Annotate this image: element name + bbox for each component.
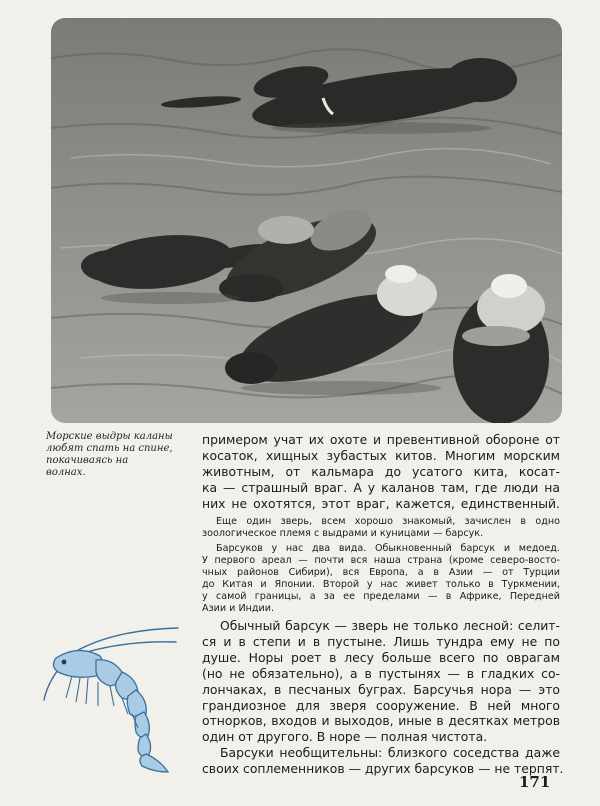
shrimp-illustration [38,620,198,780]
text-line: них не охотятся, этот враг, кажется, единственный. [202,496,560,511]
text-line: Еще один зверь, всем хорошо знакомый, зачислен в одно [216,516,560,527]
page-number: 171 [519,773,551,791]
text-line: Обычный барсук — зверь не только лесной: селит- [220,618,560,633]
main-paragraph [202,432,560,512]
text-line: один от другого. В норе — полная чистота. [202,729,488,745]
text-line: Барсуки необщительны: близкого соседства даже [220,745,560,761]
text-line: животным, от кальмара до усатого кита, косат- [202,464,560,479]
text-line: душе. Норы роет в лесу больше всего по оврагам [202,649,560,665]
text-line: Барсуков у нас два вида. Обыкновенный барсук и медоед. [216,543,560,554]
caption-line: волнах. [46,467,86,478]
badger-small-print [202,516,560,615]
photo-caption [46,431,198,479]
caption-line: любят спать на спине, [46,443,173,454]
text-line: ка — страшный враг. А у каланов там, где люди на [202,480,560,495]
text-line: зоологическое племя с выдрами и куницами — барсук. [202,528,484,539]
text-line: лончаках, в песчаных буграх. Барсучья нора — это [202,681,560,697]
caption-line: покачиваясь на [46,455,129,466]
sea-otters-photo-image [51,18,562,423]
text-line: отнорков, входов и выходов, иные в десятках метров [202,713,560,729]
caption-line: Морские выдры каланы [46,431,173,442]
text-line: до Китая и Японии. Второй у нас живет только в Туркмении, [202,579,560,590]
text-line: чных районов Сибири), вся Европа, а в Азии — от Турции [202,567,560,578]
text-line: примером учат их охоте и превентивной обороне от [202,432,560,447]
text-line: У первого ареал — почти вся наша страна (кроме северо-восто- [202,555,560,566]
text-line: ся и в степи и в пустыне. Лишь тундра ему не по [202,633,560,649]
badger-paragraphs [202,618,564,777]
text-line: (но не обязательно), а в пустынях — в гладких со- [202,665,560,681]
shrimp-drawing [38,620,198,780]
text-line: у самой границы, а за ее пределами — в Африке, Передней [202,591,560,602]
sea-otters-photo [51,18,562,423]
text-line: грандиозное для зверя сооружение. В ней много [202,697,560,713]
text-line: косаток, хищных зубастых китов. Многим морским [202,448,560,463]
text-line: Азии и Индии. [202,603,275,614]
text-line: своих соплеменников — других барсуков — не терпят. [202,761,564,777]
